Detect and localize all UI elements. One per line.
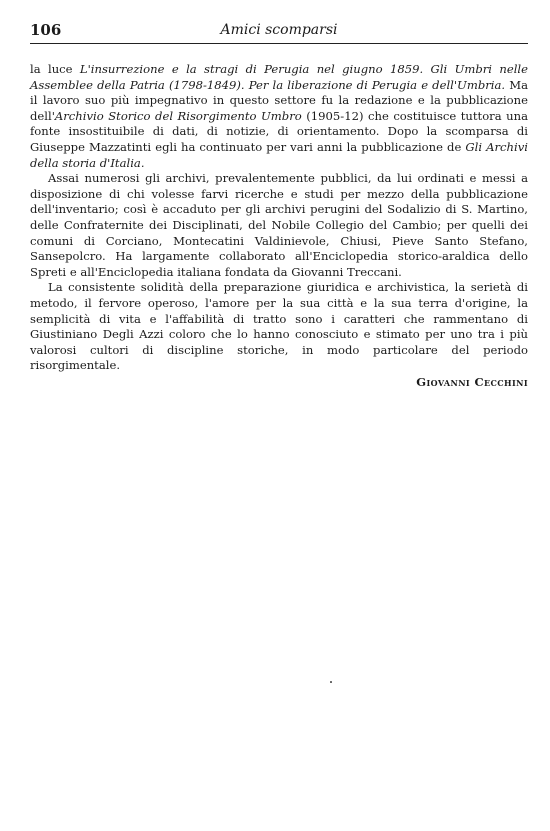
paragraph [30,171,528,280]
header-rule [30,43,528,44]
page-header [30,20,528,40]
running-title: Amici scomparsi [220,22,338,38]
text-run: la luce [30,62,80,76]
text-run: La consistente solidità della preparazione giuridica e archivistica, la serietà di metodo, il fervore operoso, l'amore per la sua città e la sua terra d'origine, la semplicità di vita e l'affabilità di tratto sono i caratteri che rammentano di Giustiniano Degli Azzi coloro che lo hanno conosciuto e stimato per uno tra i più valorosi cultori di discipline storiche, in modo particolare del periodo risorgimentale. [30,280,528,373]
print-speck [330,681,332,683]
article-body [30,62,528,374]
paragraph [30,280,528,374]
text-run: Assai numerosi gli archivi, prevalentemente pubblici, da lui ordinati e messi a disposizione di chi volesse farvi ricerche e studi per mezzo della pubblicazione dell'inventario; così è accaduto per gli archivi perugini del Sodalizio di S. Martino, delle Confraternite dei Disciplinati, del Nobile Collegio del Cambio; per quelli dei comuni di Corciano, Montecatini Valdinievole, Chiusi, Pieve Santo Stefano, Sansepolcro. Ha largamente collaborato all'Enciclopedia storico-araldica dello Spreti e all'Enciclopedia italiana fondata da Giovanni Treccani. [30,171,528,279]
page-number: 106 [30,21,62,39]
author-signature: Giovanni Cecchini [416,375,528,389]
text-run: (1905-12) che costituisce tuttora una fonte insostituibile di dati, di notizie, di orientamento. Dopo la scomparsa di Giuseppe Mazzatinti egli ha continuato per vari anni la pubblicazione de [30,108,528,154]
italic-run: L'insurrezione e la stragi di Perugia nel giugno 1859. Gli Umbri nelle Assemblee della Patria (1798-1849). Per la liberazione di Perugia e dell'Umbria. [30,62,528,92]
italic-run: Gli Archivi della storia d'Italia. [30,139,528,170]
paragraph [30,62,528,171]
italic-run: Archivio Storico del Risorgimento Umbro [54,108,302,123]
text-run: Ma il lavoro suo più impegnativo in questo settore fu la redazione e la pubblicazione dell' [30,77,528,123]
